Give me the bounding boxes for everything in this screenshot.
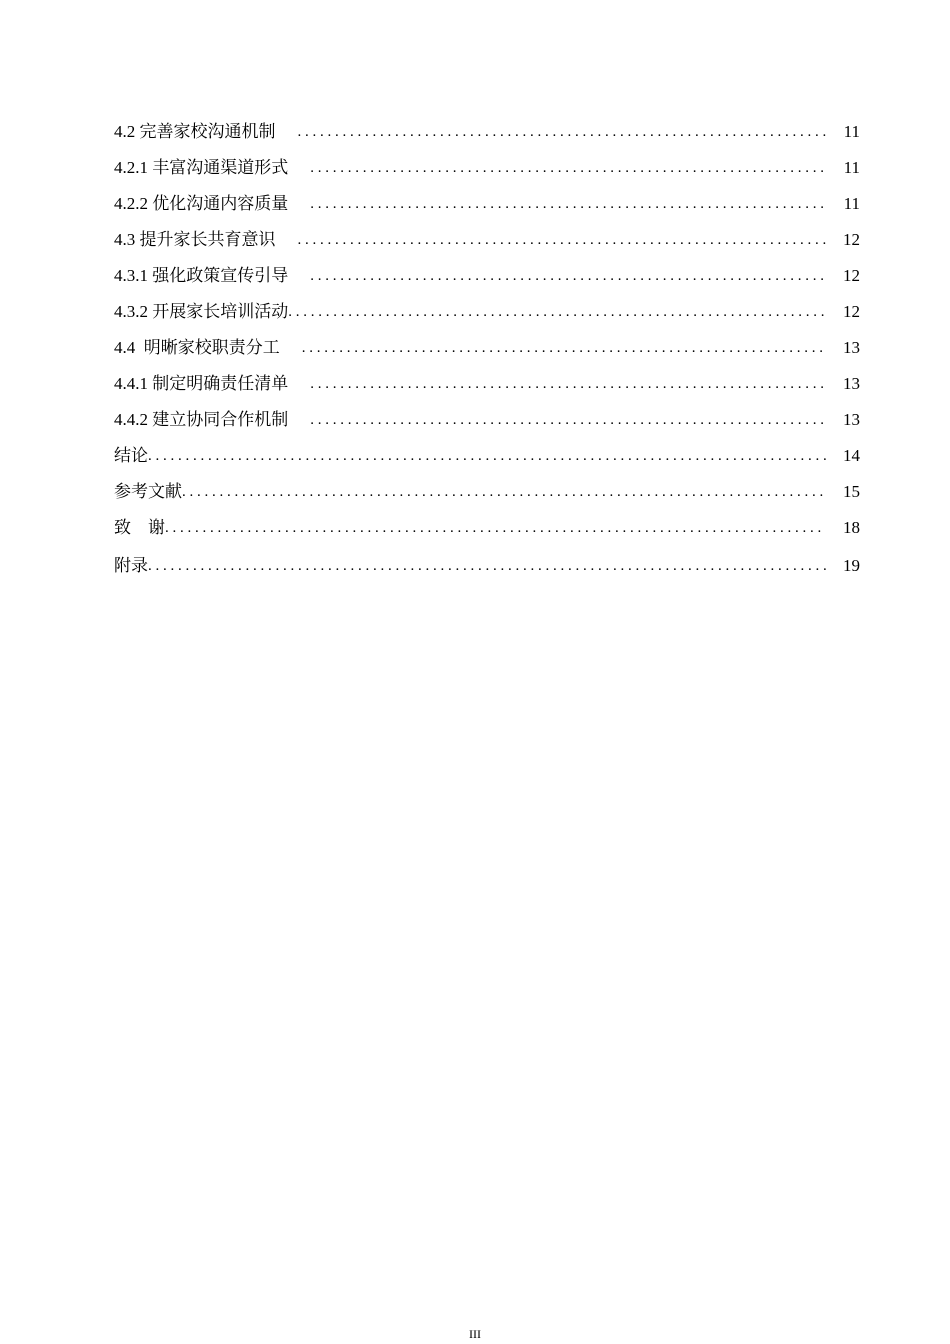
- toc-entry-title: 4.2.2 优化沟通内容质量: [114, 194, 289, 213]
- toc-entry-page: 12: [843, 302, 860, 321]
- toc-entry-page: 14: [843, 446, 860, 465]
- toc-entry[interactable]: [114, 222, 860, 258]
- toc-entry[interactable]: [114, 366, 860, 402]
- toc-entry[interactable]: [114, 294, 860, 330]
- toc-dot-leader: [165, 510, 826, 546]
- toc-entry[interactable]: [114, 186, 860, 222]
- toc-entry-page: 12: [843, 266, 860, 285]
- toc-entry[interactable]: [114, 546, 860, 586]
- toc-dot-leader: [310, 186, 826, 222]
- toc-entry[interactable]: [114, 114, 860, 150]
- toc-entry-title: 4.2.1 丰富沟通渠道形式: [114, 158, 289, 177]
- toc-dot-leader: [148, 438, 826, 474]
- toc-entry[interactable]: [114, 150, 860, 186]
- toc-entry-page: 19: [843, 556, 860, 575]
- toc-entry[interactable]: [114, 330, 860, 366]
- toc-entry-page: 13: [843, 338, 860, 357]
- toc-entry[interactable]: [114, 510, 860, 546]
- toc-dot-leader: [310, 150, 826, 186]
- toc-dot-leader: [310, 258, 826, 294]
- page-number-footer: III: [469, 1327, 481, 1341]
- toc-entry[interactable]: [114, 474, 860, 510]
- toc-entry-page: 13: [843, 374, 860, 393]
- toc-entry-title: 4.3.1 强化政策宣传引导: [114, 266, 289, 285]
- toc-dot-leader: [298, 114, 827, 150]
- toc-entry-title: 4.4.1 制定明确责任清单: [114, 374, 289, 393]
- toc-dot-leader: [288, 294, 826, 330]
- toc-dot-leader: [148, 546, 826, 586]
- toc-entry-title: 4.4 明晰家校职责分工: [114, 338, 280, 357]
- toc-entry-page: 12: [843, 230, 860, 249]
- toc-entry-title: 4.2 完善家校沟通机制: [114, 122, 276, 141]
- toc-entry-page: 11: [843, 122, 860, 141]
- toc-dot-leader: [298, 222, 827, 258]
- toc-entry-page: 18: [843, 518, 860, 537]
- toc-dot-leader: [182, 474, 826, 510]
- toc-entry[interactable]: [114, 438, 860, 474]
- toc-entry-page: 15: [843, 482, 860, 501]
- toc-entry-title: 结论: [114, 446, 148, 465]
- toc-dot-leader: [310, 402, 826, 438]
- toc-entry-title: 4.3 提升家长共育意识: [114, 230, 276, 249]
- toc-entry[interactable]: [114, 258, 860, 294]
- toc-entry-page: 13: [843, 410, 860, 429]
- toc-dot-leader: [302, 330, 826, 366]
- toc-entry-title: 4.4.2 建立协同合作机制: [114, 410, 289, 429]
- toc-entry-page: 11: [843, 194, 860, 213]
- toc-entry-title: 4.3.2 开展家长培训活动: [114, 302, 289, 321]
- table-of-contents: [114, 114, 860, 586]
- toc-entry[interactable]: [114, 402, 860, 438]
- toc-entry-title: 参考文献: [114, 482, 182, 501]
- toc-entry-title: 致 谢: [114, 518, 165, 537]
- toc-entry-title: 附录: [114, 556, 148, 575]
- toc-entry-page: 11: [843, 158, 860, 177]
- toc-dot-leader: [310, 366, 826, 402]
